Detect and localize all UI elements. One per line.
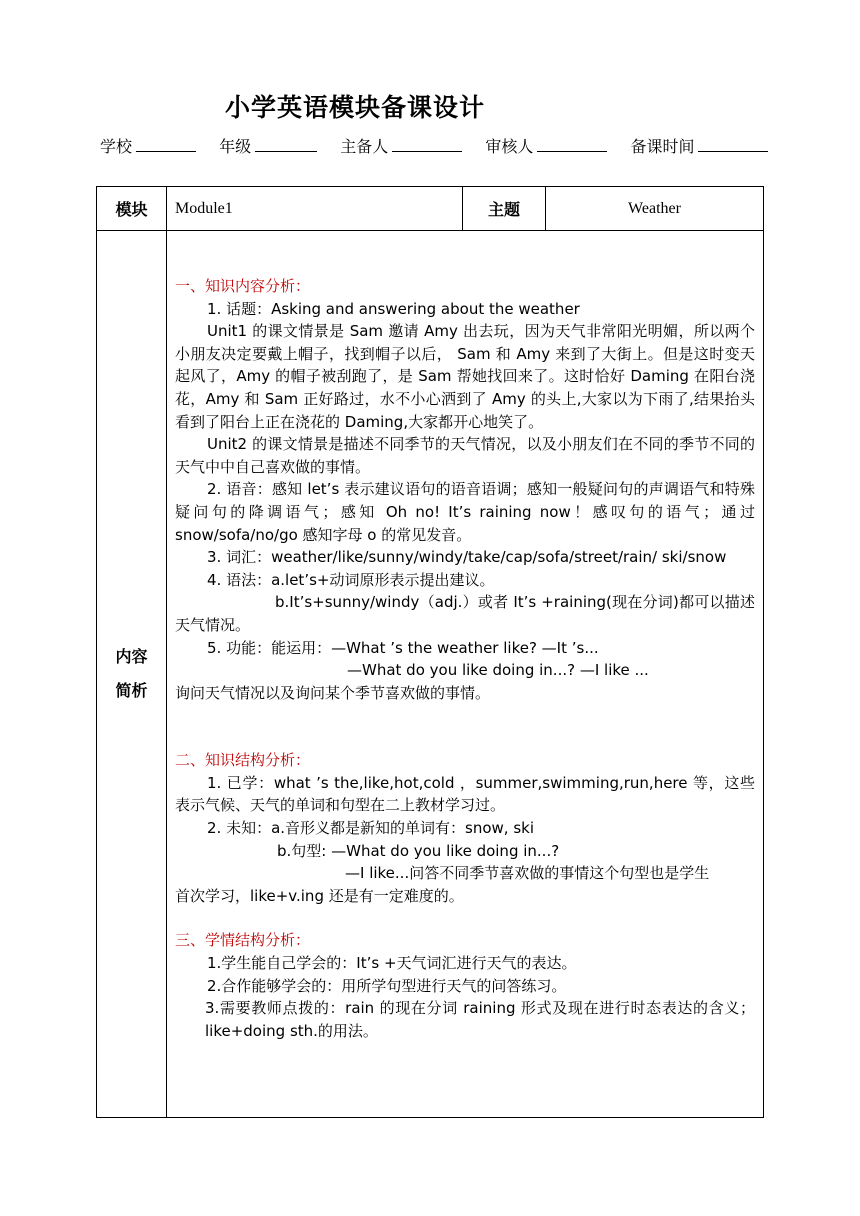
school-blank[interactable] bbox=[136, 137, 196, 152]
prep-time-blank[interactable] bbox=[698, 137, 768, 152]
section3-line-3: 3.需要教师点拨的：rain 的现在分词 raining 形式及现在进行时态表达的含义；like+doing sth.的用法。 bbox=[205, 999, 755, 1040]
section1-line-1: 1. 话题：Asking and answering about the weather bbox=[207, 299, 580, 318]
section2-line-4: —I like...问答不同季节喜欢做的事情这个句型也是学生 bbox=[345, 864, 710, 883]
section1-line-3: Unit2 的课文情景是描述不同季节的天气情况，以及小朋友们在不同的季节不同的天气中中自己喜欢做的事情。 bbox=[175, 435, 755, 476]
school-label: 学校 bbox=[100, 137, 133, 156]
section1-line-6: 4. 语法：a.let’s+动词原形表示提出建议。 bbox=[207, 570, 495, 589]
section2-line-1: 1. 已学：what ’s the,like,hot,cold ，summer,swimming,run,here 等，这些表示气候、天气的单词和句型在二上教材学习过。 bbox=[175, 773, 755, 815]
module-value: Module1 bbox=[167, 187, 463, 231]
side-label-line-2: 简析 bbox=[115, 681, 148, 700]
section1-line-8: 5. 功能：能运用：—What ’s the weather like? —It ’s... bbox=[207, 638, 599, 657]
section1-line-5: 3. 词汇：weather/like/sunny/windy/take/cap/sofa/street/rain/ ski/snow bbox=[207, 548, 727, 567]
grade-blank[interactable] bbox=[255, 137, 317, 152]
section2-line-2: 2. 未知：a.音形义都是新知的单词有：snow, ski bbox=[207, 819, 535, 838]
section1-line-7: b.It’s+sunny/windy（adj.）或者 It’s +raining(现在分词)都可以描述天气情况。 bbox=[175, 593, 755, 634]
theme-value: Weather bbox=[546, 187, 764, 231]
reviewer-blank[interactable] bbox=[537, 137, 607, 152]
section1-line-10: 询问天气情况以及询问某个季节喜欢做的事情。 bbox=[175, 683, 491, 702]
table-header-row bbox=[97, 187, 764, 231]
content-cell bbox=[167, 231, 764, 1118]
section1-line-4: 2. 语音：感知 let’s 表示建议语句的语音语调；感知一般疑问句的声调语气和特殊疑问句的降调语气；感知 Oh no! It’s raining now！感叹句的语气；通过 snow/sofa/no/go 感知字母 o 的常见发音。 bbox=[175, 480, 755, 544]
lead-preparer-label: 主备人 bbox=[340, 137, 389, 156]
section3-line-1: 1.学生能自己学会的：It’s +天气词汇进行天气的表达。 bbox=[207, 954, 577, 973]
content-row bbox=[97, 231, 764, 1118]
theme-label: 主题 bbox=[463, 187, 546, 231]
prep-time-label: 备课时间 bbox=[630, 137, 695, 156]
section1-line-9: —What do you like doing in...? —I like ... bbox=[347, 661, 649, 680]
section3-heading: 三、学情结构分析： bbox=[175, 931, 311, 950]
page-title: 小学英语模块备课设计 bbox=[225, 93, 486, 122]
content-side-label bbox=[97, 231, 167, 1118]
section2-line-5: 首次学习，like+v.ing 还是有一定难度的。 bbox=[175, 886, 464, 905]
section1-heading: 一、知识内容分析： bbox=[175, 277, 311, 295]
reviewer-label: 审核人 bbox=[485, 137, 534, 156]
side-label-line-1: 内容 bbox=[115, 647, 148, 666]
section1-line-2: Unit1 的课文情景是 Sam 邀请 Amy 出去玩，因为天气非常阳光明媚，所以两个小朋友决定要戴上帽子，找到帽子以后， Sam 和 Amy 来到了大街上。但是这时变天起风了，Amy 的帽子被刮跑了，是 Sam 帮她找回来了。这时恰好 Daming 在阳台浇花，Amy 和 Sam 正好路过，水不小心洒到了 Amy 的头上,大家以为下雨了,结果抬头看到了阳台上正在浇花的 Daming,大家都开心地笑了。 bbox=[175, 322, 755, 431]
section2-heading: 二、知识结构分析： bbox=[175, 751, 311, 770]
lead-preparer-blank[interactable] bbox=[392, 137, 462, 152]
grade-label: 年级 bbox=[219, 137, 252, 156]
lesson-table bbox=[96, 186, 764, 1118]
section2-line-3: b.句型: —What do you like doing in...? bbox=[277, 841, 560, 860]
info-line bbox=[100, 134, 768, 157]
section3-line-2: 2.合作能够学会的：用所学句型进行天气的问答练习。 bbox=[207, 976, 567, 995]
module-label: 模块 bbox=[97, 187, 167, 231]
